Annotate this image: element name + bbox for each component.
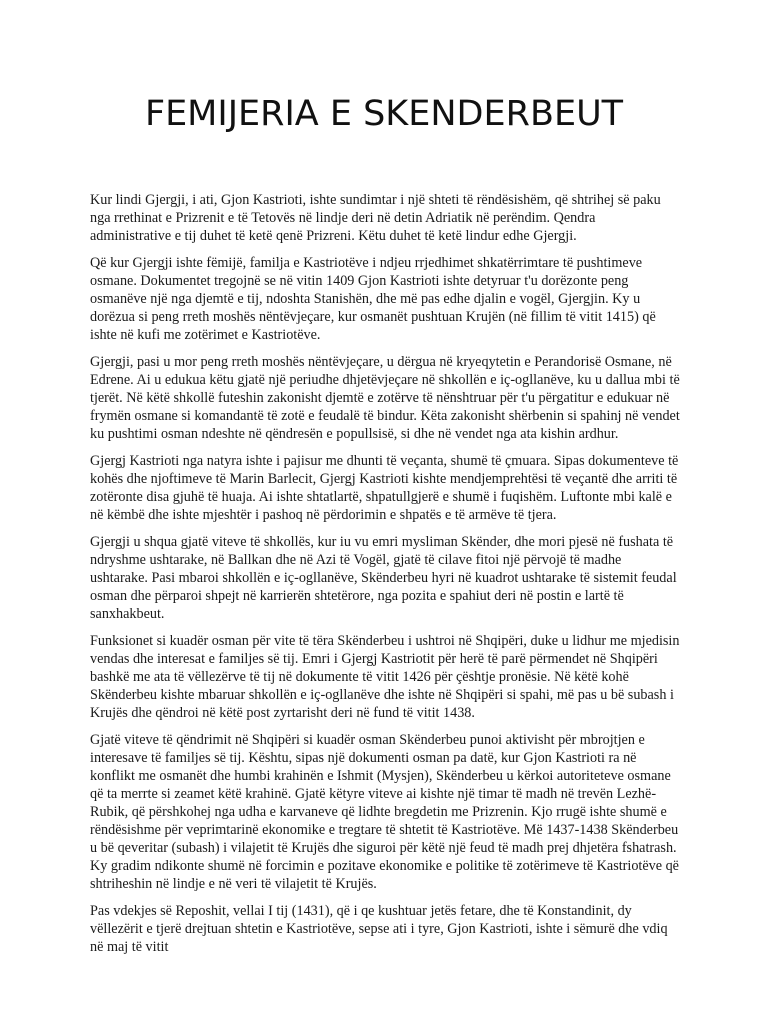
paragraph: Gjergji u shqua gjatë viteve të shkollës, kur iu vu emri mysliman Skënder, dhe mori pjesë në fushata të ndryshme ushtarake, në Ballkan dhe në Azi të Vogël, gjatë të cilave fitoi një përvojë të madhe ushtarake. Pasi mbaroi shkollën e iç-ogllanëve, Skënderbeu hyri në kuadrot ushtarake të sistemit feudal osman dhe përparoi shpejt në karrierën shtetërore, nga pozita e spahiut deri në postin e lartë të sanxhakbeut. xyxy=(90,534,677,622)
paragraph: Gjergji, pasi u mor peng rreth moshës nëntëvjeçare, u dërgua në kryeqytetin e Perandorisë Osmane, në Edrene. Ai u edukua këtu gjatë një periudhe dhjetëvjeçare në shkollën e iç-ogllanëve, ku u dallua mbi të tjerët. Në këtë shkollë futeshin zakonisht djemtë e zotërve të nënshtruar për t'u përgatitur e edukuar në frymën osmane si komandantë të zotë e feudalë të bindur. Këta zakonisht shërbenin si spahinj në vendet ku pushtimi osman ndeshte në qëndresën e popullsisë, si dhe në vendet nga ata kishin ardhur. xyxy=(90,354,680,442)
paragraph: Kur lindi Gjergji, i ati, Gjon Kastrioti, ishte sundimtar i një shteti të rëndësishëm, që shtrihej së paku nga rrethinat e Prizrenit e të Tetovës në lindje deri në detin Adriatik në perëndim. Qendra administrative e tij duhet të ketë qenë Prizreni. Këtu duhet të ketë lindur edhe Gjergji. xyxy=(90,192,661,244)
document-title: FEMIJERIA E SKENDERBEUT xyxy=(144,94,624,134)
paragraph: Gjergj Kastrioti nga natyra ishte i pajisur me dhunti të veçanta, shumë të çmuara. Sipas dokumenteve të kohës dhe njoftimeve të Marin Barlecit, Gjergj Kastrioti kishte mendjemprehtësi të veçantë dhe arriti të zotëronte disa gjuhë të huaja. Ai ishte shtatlartë, shpatullgjerë e shumë i fuqishëm. Luftonte mbi kalë e në këmbë dhe ishte mjeshtër i pashoq në përdorimin e shpatës e të armëve të tjera. xyxy=(90,453,679,523)
paragraph: Pas vdekjes së Reposhit, vellai I tij (1431), që i qe kushtuar jetës fetare, dhe të Konstandinit, dy vëllezërit e tjerë drejtuan shtetin e Kastriotëve, sepse ati i tyre, Gjon Kastrioti, ishte i sëmurë dhe vdiq në maj të vitit xyxy=(90,903,668,955)
paragraph: Që kur Gjergji ishte fëmijë, familja e Kastriotëve i ndjeu rrjedhimet shkatërrimtare të pushtimeve osmane. Dokumentet tregojnë se në vitin 1409 Gjon Kastrioti ishte detyruar t'u dorëzonte peng osmanëve një nga djemtë e tij, ndoshta Stanishën, dhe më pas edhe djalin e vogël, Gjergjin. Ky u dorëzua si peng rreth moshës nëntëvjeçare, kur osmanët pushtuan Krujën (në fillim të vitit 1415) që ishte në kufi me zotërimet e Kastriotëve. xyxy=(90,255,656,343)
document-body xyxy=(90,191,680,965)
paragraph: Funksionet si kuadër osman për vite të tëra Skënderbeu i ushtroi në Shqipëri, duke u lidhur me mjedisin vendas dhe interesat e familjes së tij. Emri i Gjergj Kastriotit për herë të parë përmendet në Shqipëri bashkë me ata të vëllezërve të tij në dokumente të vitit 1426 për çështje pronësie. Në këtë kohë Skënderbeu kishte mbaruar shkollën e iç-ogllanëve dhe ishte në Shqipëri si spahi, më pas u bë subash i Krujës dhe qëndroi në këtë post zyrtarisht deri në fund të vitit 1438. xyxy=(90,633,680,721)
paragraph: Gjatë viteve të qëndrimit në Shqipëri si kuadër osman Skënderbeu punoi aktivisht për mbrojtjen e interesave të familjes së tij. Kështu, sipas një dokumenti osman pa datë, kur Gjon Kastrioti ra në konflikt me osmanët dhe humbi krahinën e Ishmit (Mysjen), Skënderbeu u kërkoi autoriteteve osmane që ta merrte si zeamet këtë krahinë. Gjatë këtyre viteve ai kishte një timar të madh në trevën Lezhë-Rubik, që përshkohej nga udha e karvaneve që lidhte bregdetin me Prizrenin. Kjo rrugë ishte shumë e rëndësishme për veprimtarinë ekonomike e tregtare të shtetit të Kastriotëve. Më 1437-1438 Skënderbeu u bë qeveritar (subash) i vilajetit të Krujës dhe siguroi për këtë një feud të madh prej dhjetëra fshatrash. Ky gradim ndikonte shumë në forcimin e pozitave ekonomike e politike të zotërimeve të Kastriotëve që shtriheshin në lindje e në veri të vilajetit të Krujës. xyxy=(90,732,679,892)
